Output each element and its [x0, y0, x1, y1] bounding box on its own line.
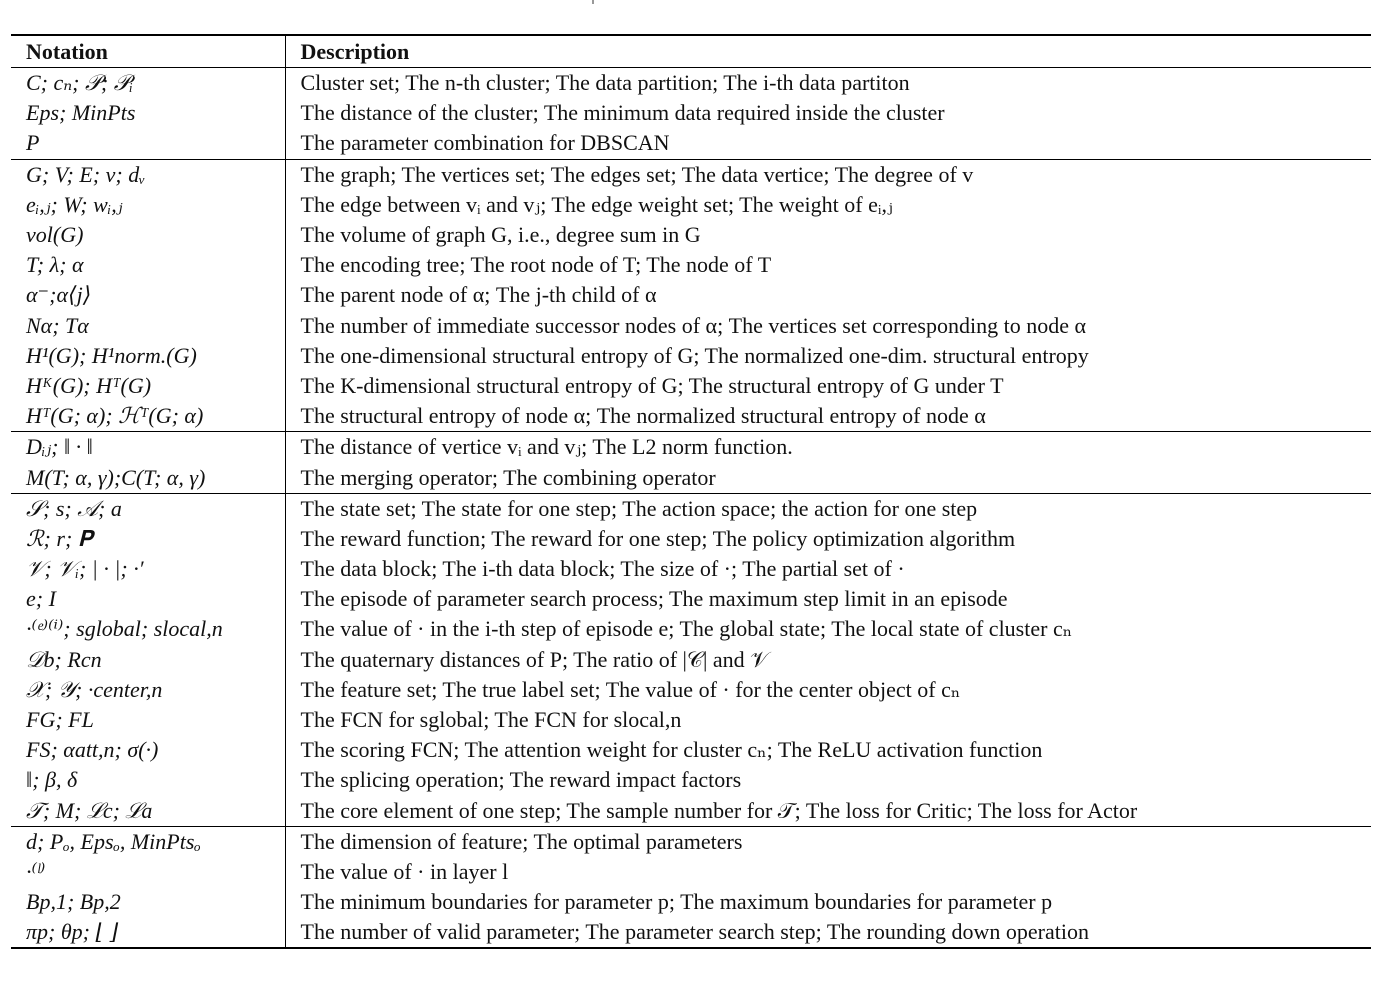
description-cell: The distance of vertice vᵢ and vⱼ; The L2 norm function.	[300, 434, 793, 460]
table-row	[11, 645, 1371, 675]
description-cell: The parent node of α; The j-th child of α	[300, 282, 657, 308]
table-row	[11, 190, 1371, 220]
notation-cell: G; V; E; v; dᵥ	[11, 159, 285, 190]
table-row	[11, 554, 1371, 584]
row-group-clustering	[11, 68, 1371, 160]
notation-cell: Bp,1; Bp,2	[11, 887, 285, 917]
notation-table-container	[11, 34, 1371, 949]
notation-cell: eᵢ,ⱼ; W; wᵢ,ⱼ	[11, 190, 285, 220]
notation-cell: H¹(G); H¹norm.(G)	[11, 341, 285, 371]
table-row	[11, 220, 1371, 250]
description-column-header: Description	[300, 38, 410, 64]
table-row	[11, 857, 1371, 887]
notation-cell: Eps; MinPts	[11, 98, 285, 128]
notation-cell: Nα; Tα	[11, 311, 285, 341]
description-cell: The value of · in layer l	[300, 858, 509, 884]
notation-cell: 𝒱; 𝒱ᵢ; | · |; ·′	[11, 554, 285, 584]
table-row	[11, 250, 1371, 280]
description-cell: The state set; The state for one step; The action space; the action for one step	[300, 495, 978, 521]
notation-column-header: Notation	[11, 35, 285, 68]
notation-cell: 𝒳; 𝒴; ·center,n	[11, 675, 285, 705]
description-cell: The parameter combination for DBSCAN	[300, 130, 670, 156]
description-cell: The FCN for sglobal; The FCN for slocal,n	[300, 707, 682, 733]
notation-cell: ℛ; r; 𝐏	[11, 524, 285, 554]
notation-cell: FS; αatt,n; σ(·)	[11, 735, 285, 765]
notation-cell: 𝒮; s; 𝒜; a	[11, 493, 285, 524]
table-row	[11, 371, 1371, 401]
description-cell: The K-dimensional structural entropy of G; The structural entropy of G under T	[300, 372, 1004, 398]
description-cell: The one-dimensional structural entropy of G; The normalized one-dim. structural entropy	[300, 342, 1089, 368]
notation-cell: FG; FL	[11, 705, 285, 735]
notation-cell: M(T; α, γ);C(T; α, γ)	[11, 462, 285, 493]
table-row	[11, 796, 1371, 827]
notation-cell: e; I	[11, 584, 285, 614]
notation-cell: πp; θp; ⌊ ⌋	[11, 917, 285, 948]
table-row	[11, 675, 1371, 705]
description-cell: The edge between vᵢ and vⱼ; The edge weight set; The weight of eᵢ,ⱼ	[300, 191, 893, 217]
page-edge-mark	[592, 0, 594, 4]
table-row	[11, 128, 1371, 159]
row-group-reinforcement-learning	[11, 493, 1371, 826]
table-row	[11, 159, 1371, 190]
description-cell: The data block; The i-th data block; The size of ·; The partial set of ·	[300, 556, 905, 582]
table-row	[11, 705, 1371, 735]
description-cell: Cluster set; The n-th cluster; The data partition; The i-th data partiton	[300, 70, 910, 96]
notation-cell: 𝒯; M; ℒc; ℒa	[11, 796, 285, 827]
table-row	[11, 614, 1371, 644]
notation-cell: vol(G)	[11, 220, 285, 250]
description-cell: The value of · in the i-th step of episode e; The global state; The local state of cluster cₙ	[300, 616, 1073, 642]
notation-cell: ·⁽ᵉ⁾⁽ⁱ⁾; sglobal; slocal,n	[11, 614, 285, 644]
description-cell: The core element of one step; The sample number for 𝒯; The loss for Critic; The loss for Actor	[300, 797, 1138, 823]
table-row	[11, 735, 1371, 765]
notation-cell: Dᵢⱼ; ‖ · ‖	[11, 432, 285, 463]
table-row	[11, 584, 1371, 614]
description-cell: The feature set; The true label set; The value of · for the center object of cₙ	[300, 676, 961, 702]
row-group-graph-entropy	[11, 159, 1371, 432]
description-cell: The minimum boundaries for parameter p; The maximum boundaries for parameter p	[300, 889, 1053, 915]
notation-cell: T; λ; α	[11, 250, 285, 280]
table-row	[11, 887, 1371, 917]
table-header	[11, 35, 1371, 68]
description-cell: The scoring FCN; The attention weight for cluster cₙ; The ReLU activation function	[300, 737, 1043, 763]
notation-cell: Hᵀ(G; α); ℋᵀ(G; α)	[11, 401, 285, 432]
notation-cell: Hᴷ(G); Hᵀ(G)	[11, 371, 285, 401]
table-row	[11, 765, 1371, 795]
notation-cell: C; cₙ; 𝒫; 𝒫ᵢ	[11, 68, 285, 99]
description-cell: The splicing operation; The reward impact factors	[300, 767, 742, 793]
description-cell: The episode of parameter search process; The maximum step limit in an episode	[300, 586, 1008, 612]
description-cell: The structural entropy of node α; The normalized structural entropy of node α	[300, 403, 986, 429]
table-row	[11, 341, 1371, 371]
header-row	[11, 35, 1371, 68]
table-row	[11, 917, 1371, 948]
description-cell: The volume of graph G, i.e., degree sum in G	[300, 222, 701, 248]
notation-cell: d; Pₒ, Epsₒ, MinPtsₒ	[11, 826, 285, 857]
description-cell: The distance of the cluster; The minimum data required inside the cluster	[300, 100, 945, 126]
description-cell: The number of immediate successor nodes of α; The vertices set corresponding to node α	[300, 312, 1086, 338]
table-row	[11, 311, 1371, 341]
notation-table	[11, 34, 1371, 949]
description-cell: The graph; The vertices set; The edges set; The data vertice; The degree of v	[300, 161, 974, 187]
row-group-operators	[11, 432, 1371, 493]
table-row	[11, 401, 1371, 432]
table-row	[11, 68, 1371, 99]
description-cell: The quaternary distances of P; The ratio of |𝒞| and 𝒱	[300, 646, 769, 672]
notation-cell: ‖; β, δ	[11, 765, 285, 795]
description-cell: The number of valid parameter; The parameter search step; The rounding down operation	[300, 919, 1089, 945]
notation-cell: ·⁽ˡ⁾	[11, 857, 285, 887]
notation-cell: α⁻;α⟨j⟩	[11, 280, 285, 310]
table-row	[11, 524, 1371, 554]
table-row	[11, 432, 1371, 463]
row-group-parameters	[11, 826, 1371, 948]
notation-cell: P	[11, 128, 285, 159]
table-row	[11, 493, 1371, 524]
description-cell: The encoding tree; The root node of T; The node of T	[300, 252, 772, 278]
description-cell: The reward function; The reward for one step; The policy optimization algorithm	[300, 525, 1016, 551]
description-cell: The dimension of feature; The optimal parameters	[300, 828, 743, 854]
table-row	[11, 98, 1371, 128]
description-cell: The merging operator; The combining operator	[300, 464, 716, 490]
notation-cell: 𝒟b; Rcn	[11, 645, 285, 675]
table-row	[11, 280, 1371, 310]
table-row	[11, 826, 1371, 857]
table-row	[11, 462, 1371, 493]
